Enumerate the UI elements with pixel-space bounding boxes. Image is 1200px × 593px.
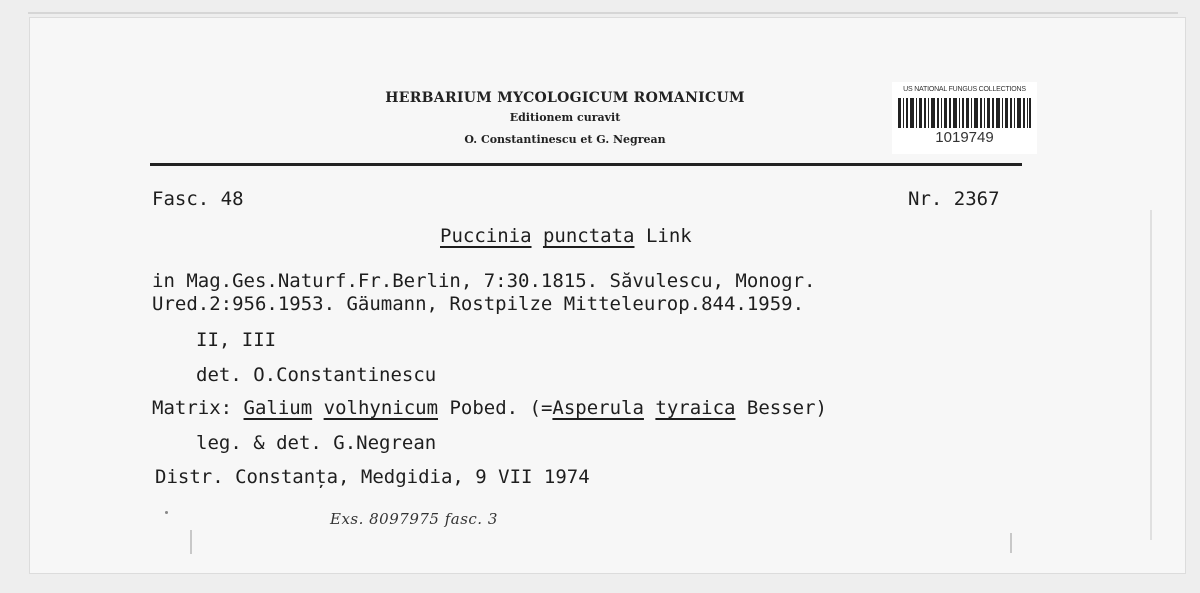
fascicle: Fasc. 48 — [152, 188, 244, 210]
synonym-epithet: tyraica — [655, 397, 736, 419]
crop-mark — [1010, 533, 1012, 553]
exsiccata-number: Nr. 2367 — [908, 188, 1000, 210]
locality: Distr. Constanța, Medgidia, 9 VII 1974 — [155, 466, 590, 488]
herbarium-editors: O. Constantinescu et G. Negrean — [464, 133, 666, 146]
spore-stages: II, III — [196, 329, 277, 351]
taxon-genus: Puccinia — [440, 225, 532, 247]
taxon-name — [440, 225, 692, 247]
herbarium-subtitle: Editionem curavit — [509, 111, 621, 124]
host-genus: Galium — [243, 397, 313, 419]
herbarium-title: HERBARIUM MYCOLOGICUM ROMANICUM — [385, 90, 745, 106]
taxon-epithet: punctata — [542, 225, 635, 247]
synonym-genus: Asperula — [552, 397, 644, 419]
determiner: det. O.Constantinescu — [196, 364, 437, 386]
taxon-author: Link — [645, 225, 692, 247]
host-author: Pobed. (= — [449, 397, 553, 419]
paper-crease — [1150, 210, 1152, 540]
matrix-line — [152, 397, 827, 419]
matrix-label: Matrix: — [152, 397, 233, 419]
citation-line-2: Ured.2:956.1953. Gäumann, Rostpilze Mitteleurop.844.1959. — [152, 293, 805, 315]
handwritten-note: Exs. 8097975 fasc. 3 — [330, 510, 498, 528]
host-epithet: volhynicum — [323, 397, 439, 419]
collector: leg. & det. G.Negrean — [196, 432, 437, 454]
header-rule — [150, 163, 1022, 166]
paper-edge — [28, 12, 1178, 14]
crop-mark — [190, 530, 192, 554]
label-header — [330, 90, 800, 146]
synonym-author: Besser) — [746, 397, 827, 419]
barcode-collection-text: US NATIONAL FUNGUS COLLECTIONS — [903, 86, 1026, 93]
barcode-icon — [898, 98, 1031, 128]
barcode-sticker — [892, 82, 1037, 154]
citation-line-1: in Mag.Ges.Naturf.Fr.Berlin, 7:30.1815. Săvulescu, Monogr. — [152, 270, 816, 292]
barcode-number: 1019749 — [935, 129, 994, 146]
ink-dot — [165, 511, 168, 514]
